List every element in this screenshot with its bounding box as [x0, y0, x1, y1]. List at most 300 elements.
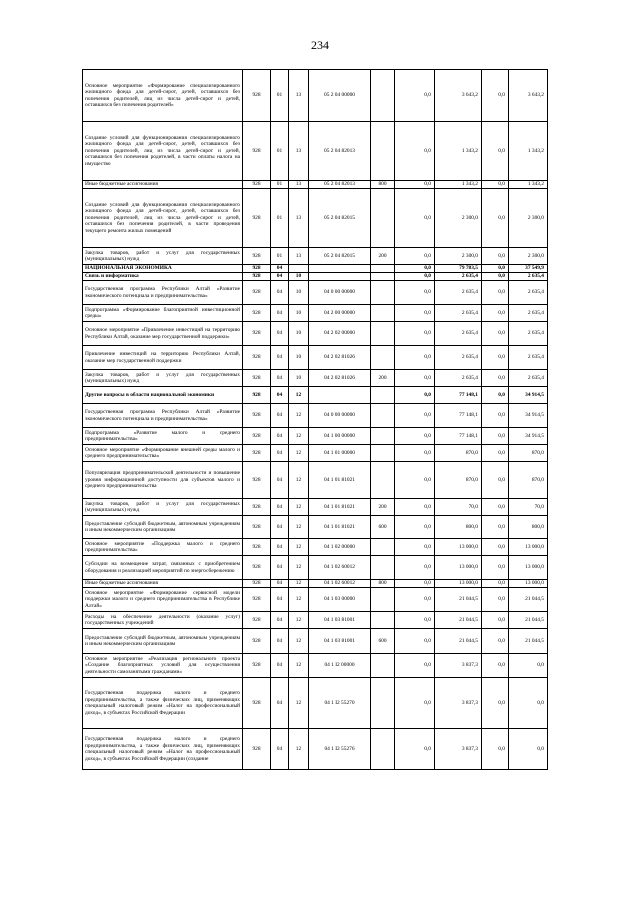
- cell-csr: 04 1 I2 00000: [309, 654, 371, 678]
- cell-sum-2: 2 635,4: [435, 281, 482, 305]
- cell-vr: 800: [371, 181, 395, 189]
- cell-name: Создание условий для функционирования специализированного жилищного фонда для детей-сирот, детей, оставшихся без попечения родителей, лиц из числа детей-сирот и детей, оставшихся без попечения родителей, в части проведения текущего ремонта жилых помещений: [83, 189, 243, 248]
- cell-vr: [371, 678, 395, 729]
- cell-name: Предоставление субсидий бюджетным, автономным учреждениям и иным некоммерческим организациям: [83, 629, 243, 654]
- cell-name: Подпрограмма «Развитие малого и среднего предпринимательства»: [83, 428, 243, 445]
- table-row: [83, 588, 548, 612]
- cell-csr: 05 2 04 82015: [309, 189, 371, 248]
- cell-sum-2: 870,0: [435, 445, 482, 462]
- cell-vr: 200: [371, 248, 395, 265]
- cell-sum-2: 77 148,1: [435, 404, 482, 428]
- cell-pr: 13: [289, 248, 309, 265]
- cell-sum-4: 13 000,0: [509, 556, 548, 580]
- cell-sum-1: 0,0: [395, 539, 435, 556]
- cell-csr: 04 1 02 60012: [309, 580, 371, 588]
- cell-sum-4: 2 635,4: [509, 322, 548, 346]
- cell-name: Государственная поддержка малого и среднего предпринимательства, а также физических лиц, применяющих специальный налоговый режим «Налог на профессиональный доход», в субъектах Российской Федерации (создание: [83, 729, 243, 770]
- cell-sum-3: 0,0: [482, 122, 509, 181]
- cell-sum-4: 3 643,2: [509, 70, 548, 122]
- cell-csr: 04 2 00 00000: [309, 305, 371, 322]
- cell-sum-4: 2 300,0: [509, 189, 548, 248]
- cell-rz: 04: [271, 516, 289, 539]
- cell-vr: [371, 273, 395, 281]
- cell-sum-3: 0,0: [482, 445, 509, 462]
- cell-sum-4: 2 635,4: [509, 273, 548, 281]
- cell-pr: 10: [289, 370, 309, 387]
- cell-sum-3: 0,0: [482, 516, 509, 539]
- cell-name: Предоставление субсидий бюджетным, автономным учреждениям и иным некоммерческим организациям: [83, 516, 243, 539]
- cell-sum-2: 3 643,2: [435, 70, 482, 122]
- cell-vr: 600: [371, 516, 395, 539]
- cell-rz: 04: [271, 729, 289, 770]
- cell-name: Основное мероприятие «Формирование сервисной модели поддержки малого и среднего предпринимательства в Республике Алтай»: [83, 588, 243, 612]
- cell-csr: 05 2 04 82015: [309, 248, 371, 265]
- cell-rz: 04: [271, 629, 289, 654]
- cell-sum-1: 0,0: [395, 305, 435, 322]
- cell-sum-4: 1 343,2: [509, 181, 548, 189]
- cell-sum-2: 3 837,3: [435, 729, 482, 770]
- table-row: [83, 516, 548, 539]
- cell-sum-2: 3 837,3: [435, 654, 482, 678]
- table-row: [83, 556, 548, 580]
- cell-name: Основное мероприятие «Привлечение инвестиций на территорию Республики Алтай, оказание мер государственной поддержки»: [83, 322, 243, 346]
- cell-sum-1: 0,0: [395, 281, 435, 305]
- cell-rz: 01: [271, 189, 289, 248]
- cell-pr: 12: [289, 387, 309, 404]
- cell-vr: [371, 305, 395, 322]
- cell-sum-1: 0,0: [395, 588, 435, 612]
- cell-grbs: 928: [243, 122, 271, 181]
- cell-name: Закупка товаров, работ и услуг для государственных (муниципальных) нужд: [83, 248, 243, 265]
- cell-sum-2: 13 000,0: [435, 539, 482, 556]
- cell-name: Подпрограмма «Формирование благоприятной инвестиционной среды»: [83, 305, 243, 322]
- cell-csr: 04 1 I2 55270: [309, 678, 371, 729]
- cell-grbs: 928: [243, 729, 271, 770]
- cell-grbs: 928: [243, 189, 271, 248]
- cell-sum-3: 0,0: [482, 189, 509, 248]
- cell-rz: 04: [271, 346, 289, 370]
- cell-name: Государственная программа Республики Алтай «Развитие экономического потенциала и предпринимательства»: [83, 281, 243, 305]
- cell-sum-1: 0,0: [395, 580, 435, 588]
- cell-pr: 12: [289, 588, 309, 612]
- cell-vr: [371, 445, 395, 462]
- cell-sum-4: 2 635,4: [509, 305, 548, 322]
- cell-sum-4: 34 914,5: [509, 404, 548, 428]
- cell-csr: 04 1 00 00000: [309, 428, 371, 445]
- cell-name: Связь и информатика: [83, 273, 243, 281]
- page-number: 234: [311, 38, 329, 52]
- cell-rz: 04: [271, 305, 289, 322]
- cell-pr: 12: [289, 462, 309, 499]
- table-row: [83, 387, 548, 404]
- cell-grbs: 928: [243, 281, 271, 305]
- cell-pr: 12: [289, 428, 309, 445]
- cell-pr: 13: [289, 122, 309, 181]
- cell-csr: 04 1 03 81001: [309, 612, 371, 629]
- cell-sum-2: 21 044,5: [435, 612, 482, 629]
- table-row: [83, 181, 548, 189]
- cell-sum-1: 0,0: [395, 556, 435, 580]
- cell-name: Расходы на обеспечение деятельности (оказание услуг) государственных учреждений: [83, 612, 243, 629]
- cell-sum-2: 2 635,4: [435, 370, 482, 387]
- cell-csr: 04 2 02 81026: [309, 370, 371, 387]
- cell-sum-1: 0,0: [395, 70, 435, 122]
- cell-pr: 12: [289, 445, 309, 462]
- cell-vr: [371, 322, 395, 346]
- cell-rz: 04: [271, 404, 289, 428]
- cell-rz: 04: [271, 556, 289, 580]
- cell-sum-1: 0,0: [395, 370, 435, 387]
- cell-pr: 10: [289, 305, 309, 322]
- cell-sum-1: 0,0: [395, 678, 435, 729]
- cell-vr: [371, 346, 395, 370]
- cell-sum-1: 0,0: [395, 265, 435, 273]
- cell-csr: 04 1 01 81021: [309, 516, 371, 539]
- cell-sum-3: 0,0: [482, 281, 509, 305]
- cell-sum-2: 79 783,5: [435, 265, 482, 273]
- cell-pr: 12: [289, 729, 309, 770]
- cell-sum-2: 21 044,5: [435, 588, 482, 612]
- cell-name: Основное мероприятие «Реализация регионального проекта «Создание благоприятных условий для осуществления деятельности самозанятыми гражданами»: [83, 654, 243, 678]
- cell-sum-3: 0,0: [482, 588, 509, 612]
- cell-sum-4: 0,0: [509, 654, 548, 678]
- cell-sum-2: 77 148,1: [435, 387, 482, 404]
- cell-pr: 12: [289, 556, 309, 580]
- cell-name: Другие вопросы в области национальной экономики: [83, 387, 243, 404]
- table-row: [83, 729, 548, 770]
- cell-sum-1: 0,0: [395, 445, 435, 462]
- cell-name: Государственная программа Республики Алтай «Развитие экономического потенциала и предпринимательства»: [83, 404, 243, 428]
- table-row: [83, 404, 548, 428]
- cell-grbs: 928: [243, 305, 271, 322]
- cell-grbs: 928: [243, 445, 271, 462]
- cell-pr: [289, 265, 309, 273]
- cell-sum-4: 13 000,0: [509, 580, 548, 588]
- table-row: [83, 428, 548, 445]
- cell-name: Популяризация предпринимательской деятельности и повышение уровня информационной доступности для субъектов малого и среднего предпринимательства: [83, 462, 243, 499]
- cell-pr: 13: [289, 181, 309, 189]
- cell-sum-3: 0,0: [482, 612, 509, 629]
- cell-name: Иные бюджетные ассигнования: [83, 181, 243, 189]
- cell-sum-1: 0,0: [395, 273, 435, 281]
- cell-pr: 12: [289, 654, 309, 678]
- cell-sum-3: 0,0: [482, 678, 509, 729]
- cell-csr: [309, 387, 371, 404]
- cell-sum-4: 34 914,5: [509, 428, 548, 445]
- cell-rz: 01: [271, 122, 289, 181]
- cell-csr: 05 2 04 82013: [309, 181, 371, 189]
- budget-table-body: [83, 70, 548, 770]
- cell-sum-1: 0,0: [395, 122, 435, 181]
- cell-grbs: 928: [243, 387, 271, 404]
- cell-grbs: 928: [243, 499, 271, 516]
- table-row: [83, 322, 548, 346]
- table-row: [83, 346, 548, 370]
- cell-sum-1: 0,0: [395, 654, 435, 678]
- cell-sum-4: 0,0: [509, 678, 548, 729]
- cell-sum-2: 2 635,4: [435, 305, 482, 322]
- cell-csr: 05 2 04 82013: [309, 122, 371, 181]
- cell-sum-4: 870,0: [509, 462, 548, 499]
- cell-pr: 12: [289, 499, 309, 516]
- cell-sum-2: 13 000,0: [435, 580, 482, 588]
- cell-sum-4: 34 914,5: [509, 387, 548, 404]
- cell-name: Основное мероприятие «Формирование внешней среды малого и среднего предпринимательства»: [83, 445, 243, 462]
- cell-vr: [371, 70, 395, 122]
- cell-pr: 12: [289, 580, 309, 588]
- cell-grbs: 928: [243, 370, 271, 387]
- table-row: [83, 70, 548, 122]
- cell-sum-3: 0,0: [482, 370, 509, 387]
- cell-sum-1: 0,0: [395, 516, 435, 539]
- cell-name: Привлечение инвестиций на территорию Республики Алтай, оказание мер государственной поддержки: [83, 346, 243, 370]
- cell-sum-2: 2 300,0: [435, 248, 482, 265]
- cell-sum-4: 0,0: [509, 729, 548, 770]
- cell-csr: 04 1 02 60012: [309, 556, 371, 580]
- cell-rz: 01: [271, 248, 289, 265]
- cell-sum-2: 77 148,1: [435, 428, 482, 445]
- cell-csr: 04 1 01 00000: [309, 445, 371, 462]
- table-row: [83, 273, 548, 281]
- cell-vr: 200: [371, 499, 395, 516]
- cell-vr: [371, 539, 395, 556]
- cell-csr: 04 1 01 81021: [309, 499, 371, 516]
- cell-sum-1: 0,0: [395, 629, 435, 654]
- cell-rz: 04: [271, 588, 289, 612]
- cell-sum-4: 2 635,4: [509, 346, 548, 370]
- cell-pr: 10: [289, 346, 309, 370]
- cell-sum-1: 0,0: [395, 612, 435, 629]
- cell-rz: 04: [271, 273, 289, 281]
- cell-csr: 04 0 00 00000: [309, 404, 371, 428]
- cell-sum-4: 21 044,5: [509, 629, 548, 654]
- cell-sum-3: 0,0: [482, 499, 509, 516]
- cell-sum-3: 0,0: [482, 428, 509, 445]
- cell-vr: [371, 612, 395, 629]
- cell-sum-4: 2 635,4: [509, 281, 548, 305]
- cell-grbs: 928: [243, 273, 271, 281]
- cell-grbs: 928: [243, 580, 271, 588]
- cell-csr: 04 0 00 00000: [309, 281, 371, 305]
- cell-sum-1: 0,0: [395, 189, 435, 248]
- cell-sum-2: 21 044,5: [435, 629, 482, 654]
- cell-pr: 13: [289, 70, 309, 122]
- cell-sum-3: 0,0: [482, 556, 509, 580]
- table-row: [83, 654, 548, 678]
- cell-csr: [309, 265, 371, 273]
- cell-csr: 04 1 03 00000: [309, 588, 371, 612]
- table-row: [83, 462, 548, 499]
- cell-pr: 12: [289, 612, 309, 629]
- cell-sum-4: 13 000,0: [509, 539, 548, 556]
- cell-rz: 04: [271, 612, 289, 629]
- cell-sum-3: 0,0: [482, 265, 509, 273]
- cell-rz: 04: [271, 654, 289, 678]
- cell-sum-4: 21 044,5: [509, 612, 548, 629]
- cell-rz: 04: [271, 539, 289, 556]
- cell-csr: 04 2 02 00000: [309, 322, 371, 346]
- cell-sum-1: 0,0: [395, 346, 435, 370]
- cell-pr: 10: [289, 322, 309, 346]
- cell-name: Основное мероприятие «Формирование специализированного жилищного фонда для детей-сирот, детей, оставшихся без попечения родителей, лиц из числа детей-сирот и детей, оставшихся без попечения родителей»: [83, 70, 243, 122]
- cell-sum-3: 0,0: [482, 729, 509, 770]
- cell-vr: [371, 729, 395, 770]
- cell-csr: 04 1 02 00000: [309, 539, 371, 556]
- cell-rz: 04: [271, 370, 289, 387]
- table-row: [83, 305, 548, 322]
- cell-sum-1: 0,0: [395, 404, 435, 428]
- cell-name: НАЦИОНАЛЬНАЯ ЭКОНОМИКА: [83, 265, 243, 273]
- cell-vr: [371, 462, 395, 499]
- cell-vr: [371, 556, 395, 580]
- cell-csr: 04 1 03 81001: [309, 629, 371, 654]
- cell-sum-2: 2 635,4: [435, 346, 482, 370]
- cell-sum-3: 0,0: [482, 462, 509, 499]
- cell-grbs: 928: [243, 346, 271, 370]
- cell-sum-3: 0,0: [482, 70, 509, 122]
- cell-vr: [371, 387, 395, 404]
- cell-grbs: 928: [243, 516, 271, 539]
- cell-vr: [371, 428, 395, 445]
- cell-sum-4: 1 343,2: [509, 122, 548, 181]
- cell-sum-3: 0,0: [482, 539, 509, 556]
- table-row: [83, 189, 548, 248]
- cell-grbs: 928: [243, 181, 271, 189]
- cell-sum-2: 800,0: [435, 516, 482, 539]
- cell-grbs: 928: [243, 70, 271, 122]
- cell-csr: [309, 273, 371, 281]
- cell-sum-4: 870,0: [509, 445, 548, 462]
- cell-grbs: 928: [243, 556, 271, 580]
- cell-sum-2: 2 635,4: [435, 322, 482, 346]
- table-row: [83, 370, 548, 387]
- cell-vr: [371, 281, 395, 305]
- cell-sum-2: 2 635,4: [435, 273, 482, 281]
- cell-sum-1: 0,0: [395, 499, 435, 516]
- cell-rz: 04: [271, 580, 289, 588]
- cell-pr: 12: [289, 404, 309, 428]
- cell-sum-1: 0,0: [395, 462, 435, 499]
- cell-sum-3: 0,0: [482, 273, 509, 281]
- cell-vr: 800: [371, 580, 395, 588]
- cell-sum-2: 870,0: [435, 462, 482, 499]
- cell-grbs: 928: [243, 265, 271, 273]
- cell-vr: [371, 588, 395, 612]
- cell-name: Государственная поддержка малого и среднего предпринимательства, а также физических лиц, применяющих специальный налоговый режим «Налог на профессиональный доход», в субъектах Российской Федерации: [83, 678, 243, 729]
- cell-rz: 04: [271, 499, 289, 516]
- cell-sum-4: 70,0: [509, 499, 548, 516]
- table-row: [83, 629, 548, 654]
- cell-pr: 12: [289, 539, 309, 556]
- cell-grbs: 928: [243, 322, 271, 346]
- cell-sum-1: 0,0: [395, 428, 435, 445]
- cell-vr: [371, 265, 395, 273]
- cell-vr: 600: [371, 629, 395, 654]
- cell-name: Субсидии на возмещение затрат, связанных с приобретением оборудования и реализацией мероприятий по энергосбережению: [83, 556, 243, 580]
- cell-sum-4: 2 300,0: [509, 248, 548, 265]
- cell-pr: 10: [289, 273, 309, 281]
- cell-rz: 04: [271, 678, 289, 729]
- cell-rz: 04: [271, 265, 289, 273]
- cell-grbs: 928: [243, 404, 271, 428]
- cell-pr: 13: [289, 189, 309, 248]
- cell-sum-1: 0,0: [395, 248, 435, 265]
- cell-sum-3: 0,0: [482, 404, 509, 428]
- cell-csr: 04 1 I2 55276: [309, 729, 371, 770]
- cell-sum-2: 3 837,3: [435, 678, 482, 729]
- cell-vr: [371, 404, 395, 428]
- cell-grbs: 928: [243, 588, 271, 612]
- cell-vr: 200: [371, 370, 395, 387]
- table-row: [83, 445, 548, 462]
- cell-name: Закупка товаров, работ и услуг для государственных (муниципальных) нужд: [83, 370, 243, 387]
- cell-csr: 04 2 02 81026: [309, 346, 371, 370]
- cell-sum-3: 0,0: [482, 305, 509, 322]
- cell-sum-2: 1 343,2: [435, 122, 482, 181]
- cell-sum-1: 0,0: [395, 387, 435, 404]
- cell-grbs: 928: [243, 654, 271, 678]
- cell-grbs: 928: [243, 629, 271, 654]
- cell-sum-3: 0,0: [482, 181, 509, 189]
- cell-name: Иные бюджетные ассигнования: [83, 580, 243, 588]
- table-row: [83, 580, 548, 588]
- cell-sum-2: 13 000,0: [435, 556, 482, 580]
- cell-grbs: 928: [243, 248, 271, 265]
- cell-vr: [371, 122, 395, 181]
- cell-sum-2: 2 300,0: [435, 189, 482, 248]
- cell-sum-3: 0,0: [482, 387, 509, 404]
- cell-vr: [371, 189, 395, 248]
- cell-sum-3: 0,0: [482, 580, 509, 588]
- cell-sum-3: 0,0: [482, 248, 509, 265]
- table-row: [83, 539, 548, 556]
- cell-grbs: 928: [243, 428, 271, 445]
- table-row: [83, 122, 548, 181]
- cell-pr: 10: [289, 281, 309, 305]
- cell-pr: 12: [289, 678, 309, 729]
- cell-sum-1: 0,0: [395, 729, 435, 770]
- cell-csr: 05 2 04 00000: [309, 70, 371, 122]
- cell-sum-4: 37 549,9: [509, 265, 548, 273]
- cell-sum-4: 800,0: [509, 516, 548, 539]
- cell-name: Создание условий для функционирования специализированного жилищного фонда для детей-сирот, детей, оставшихся без попечения родителей, лиц из числа детей-сирот и детей, оставшихся без попечения родителей, в части оплаты налога на имущество: [83, 122, 243, 181]
- cell-sum-3: 0,0: [482, 654, 509, 678]
- cell-sum-1: 0,0: [395, 181, 435, 189]
- cell-sum-2: 70,0: [435, 499, 482, 516]
- table-row: [83, 265, 548, 273]
- cell-sum-3: 0,0: [482, 322, 509, 346]
- cell-sum-1: 0,0: [395, 322, 435, 346]
- cell-sum-4: 2 635,4: [509, 370, 548, 387]
- cell-rz: 04: [271, 281, 289, 305]
- table-row: [83, 678, 548, 729]
- cell-grbs: 928: [243, 678, 271, 729]
- cell-rz: 01: [271, 181, 289, 189]
- cell-sum-3: 0,0: [482, 346, 509, 370]
- cell-rz: 04: [271, 387, 289, 404]
- cell-grbs: 928: [243, 539, 271, 556]
- cell-name: Основное мероприятие «Поддержка малого и среднего предпринимательства»: [83, 539, 243, 556]
- cell-grbs: 928: [243, 612, 271, 629]
- cell-pr: 12: [289, 516, 309, 539]
- cell-sum-2: 1 343,2: [435, 181, 482, 189]
- cell-name: Закупка товаров, работ и услуг для государственных (муниципальных) нужд: [83, 499, 243, 516]
- cell-rz: 04: [271, 445, 289, 462]
- cell-sum-4: 21 044,5: [509, 588, 548, 612]
- cell-rz: 01: [271, 70, 289, 122]
- table-row: [83, 281, 548, 305]
- cell-vr: [371, 654, 395, 678]
